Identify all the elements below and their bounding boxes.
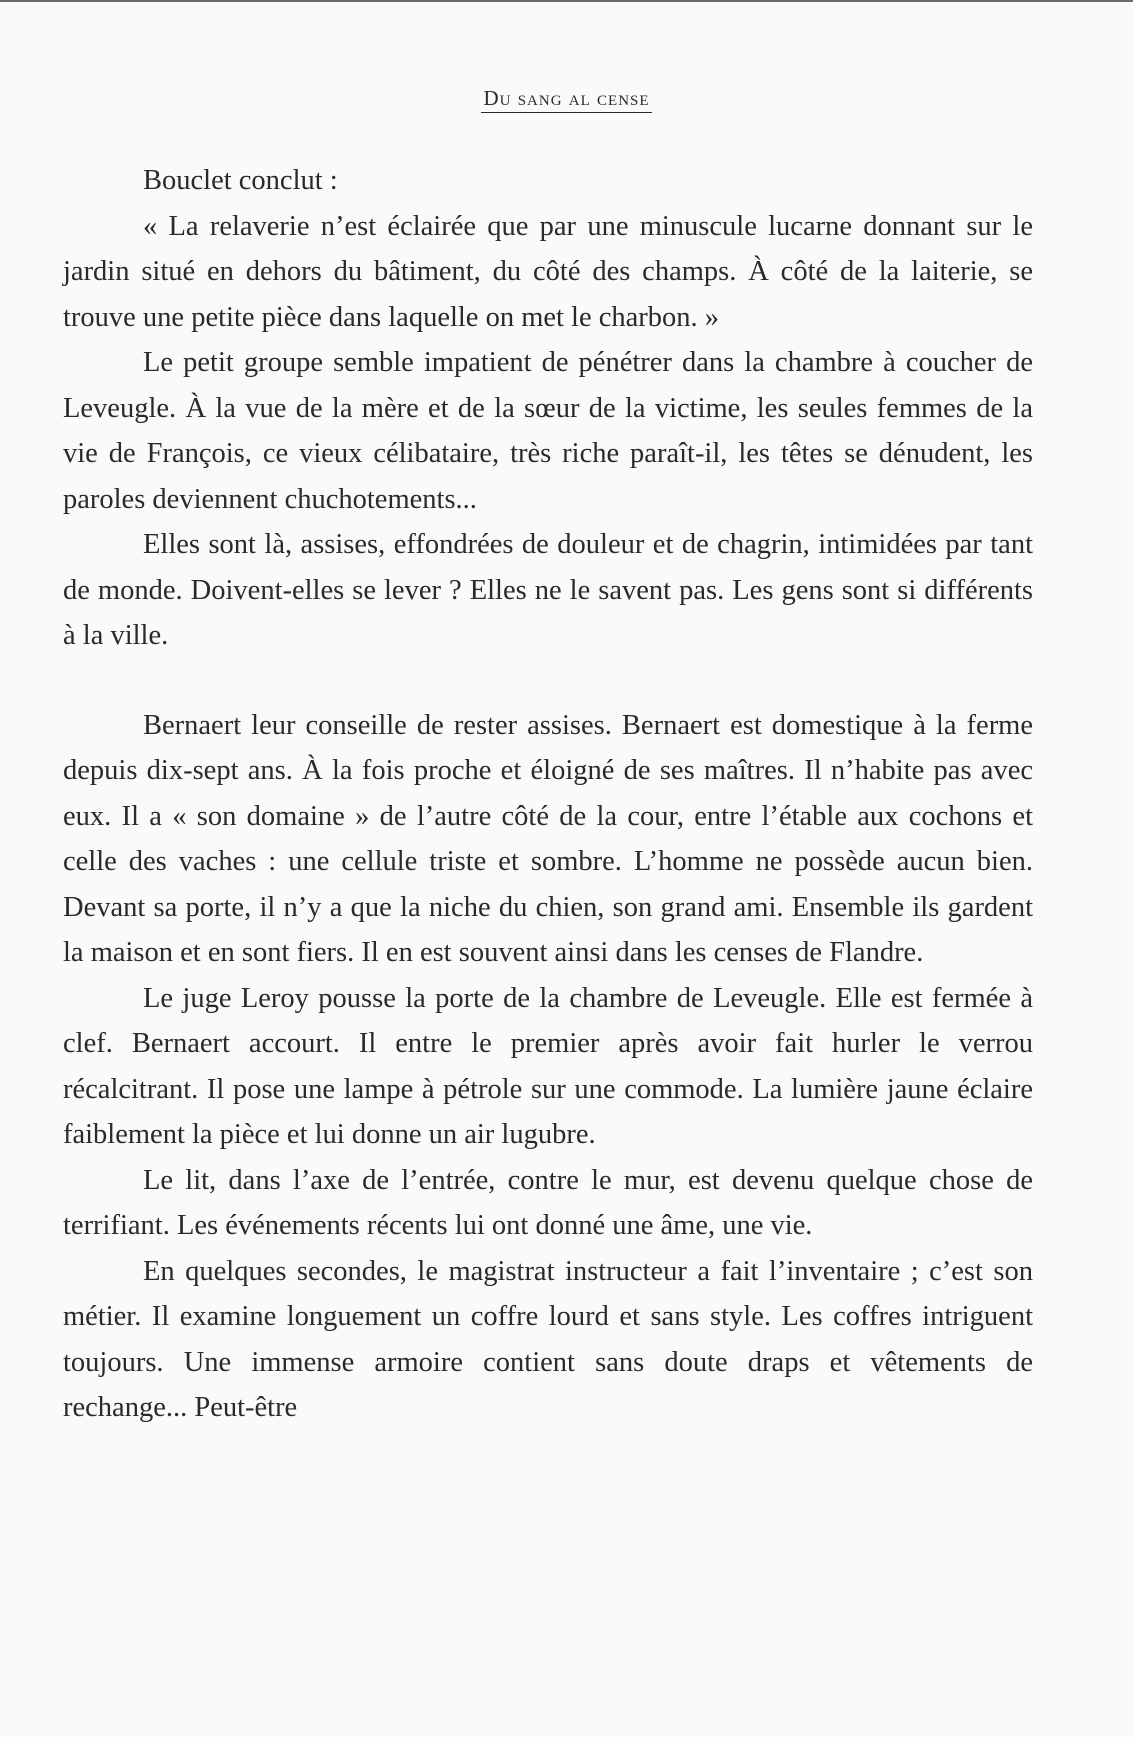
paragraph: Elles sont là, assises, effondrées de douleur et de chagrin, intimidées par tant de monde. Doivent-elles se lever ? Elles ne le savent pas. Les gens sont si différents à la ville. bbox=[63, 529, 1033, 651]
paragraph: Le petit groupe semble impatient de pénétrer dans la chambre à coucher de Leveugle. À la vue de la mère et de la sœur de la victime, les seules femmes de la vie de François, ce vieux célibataire, très riche paraît-il, les têtes se dénudent, les paroles deviennent chuchotements... bbox=[63, 347, 1033, 515]
running-title: Du sang al cense bbox=[481, 86, 651, 113]
page-top-edge bbox=[0, 0, 1133, 2]
paragraph: Le lit, dans l’axe de l’entrée, contre le mur, est devenu quelque chose de terrifiant. Les événements récents lui ont donné une âme, une vie. bbox=[63, 1164, 1033, 1241]
paragraph: « La relaverie n’est éclairée que par une minuscule lucarne donnant sur le jardin situé en dehors du bâtiment, du côté des champs. À côté de la laiterie, se trouve une petite pièce dans laquelle on met le charbon. » bbox=[63, 210, 1033, 333]
body-text bbox=[63, 158, 1033, 1431]
paragraph: En quelques secondes, le magistrat instructeur a fait l’inventaire ; c’est son métier. Il examine longuement un coffre lourd et sans style. Les coffres intriguent toujours. Une immense armoire contient sans doute draps et vêtements de rechange... Peut-être bbox=[63, 1255, 1033, 1423]
paragraph: Bouclet conclut : bbox=[143, 165, 338, 196]
paragraph: Bernaert leur conseille de rester assises. Bernaert est domestique à la ferme depuis dix-sept ans. À la fois proche et éloigné de ses maîtres. Il n’habite pas avec eux. Il a « son domaine » de l’autre côté de la cour, entre l’étable aux cochons et celle des vaches : une cellule triste et sombre. L’homme ne possède aucun bien. Devant sa porte, il n’y a que la niche du chien, son grand ami. Ensemble ils gardent la maison et en sont fiers. Il en est souvent ainsi dans les censes de Flandre. bbox=[63, 709, 1033, 968]
running-head bbox=[0, 86, 1133, 113]
paragraph: Le juge Leroy pousse la porte de la chambre de Leveugle. Elle est fermée à clef. Bernaert accourt. Il entre le premier après avoir fait hurler le verrou récalcitrant. Il pose une lampe à pétrole sur une commode. La lumière jaune éclaire faiblement la pièce et lui donne un air lugubre. bbox=[63, 982, 1033, 1150]
